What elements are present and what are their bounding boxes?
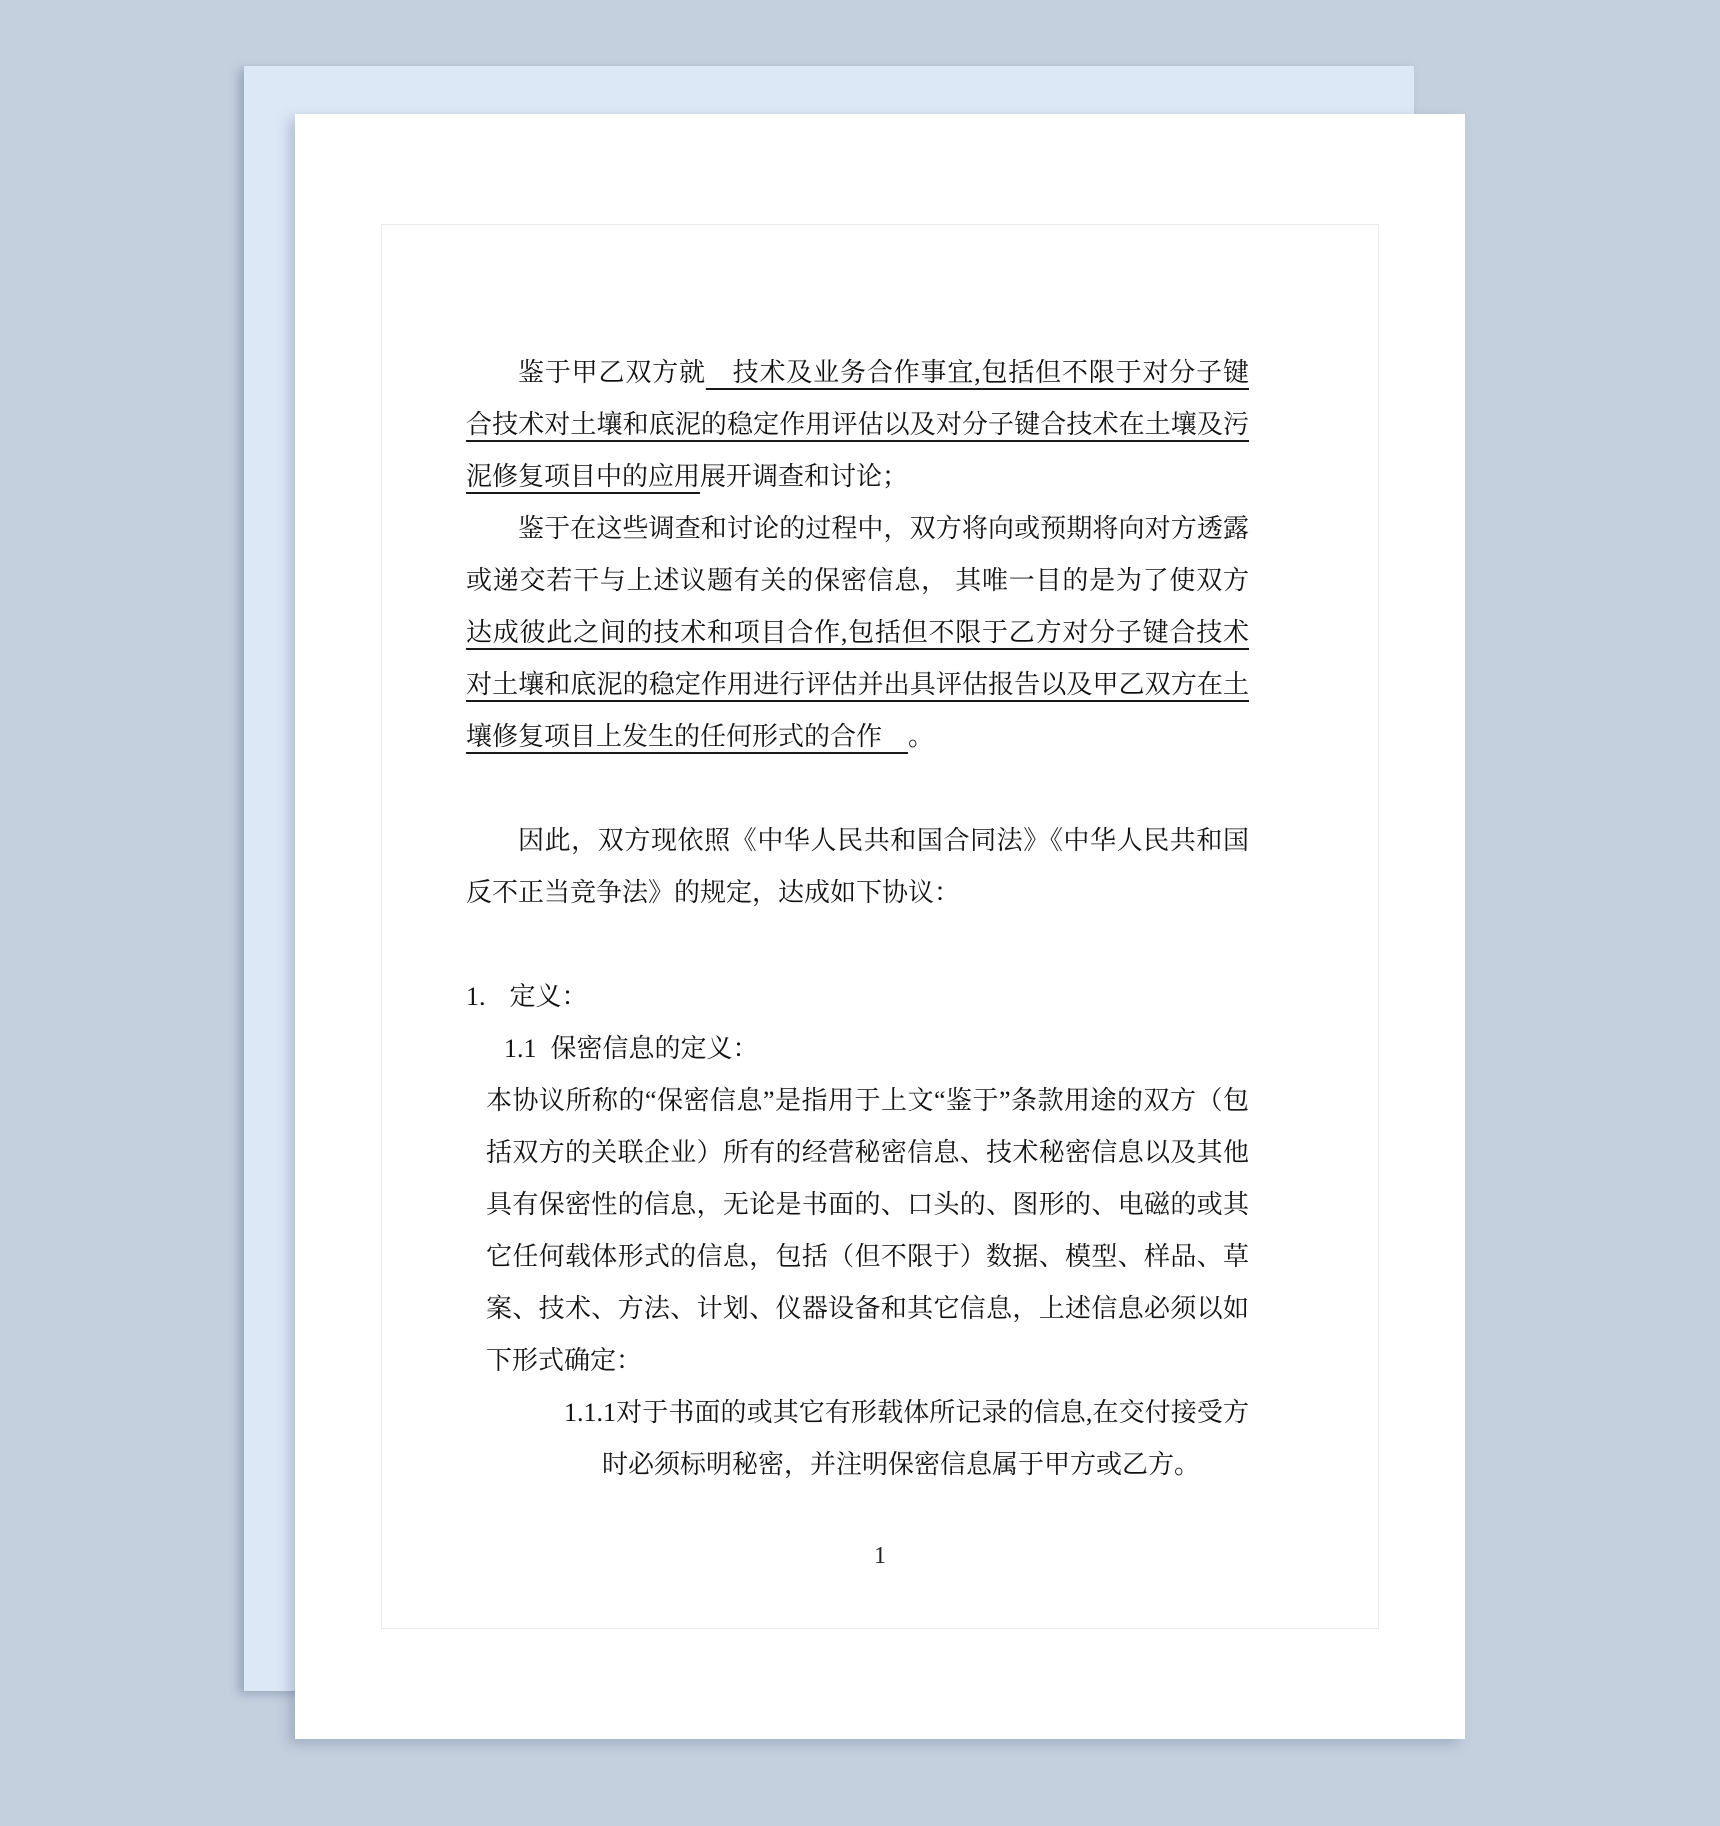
clause-1-1-1-body: 对于书面的或其它有形载体所记录的信息,在交付接受方时必须标明秘密，并注明保密信息属于甲方或乙方。 — [602, 1398, 1249, 1479]
clause-1-1-heading — [504, 1023, 1249, 1075]
therefore-clause: 因此，双方现依照《中华人民共和国合同法》《中华人民共和国反不正当竞争法》的规定，达成如下协议： — [466, 826, 1249, 907]
whereas-clause-1 — [466, 347, 1249, 503]
whereas-clause-2-pre: 鉴于在这些调查和讨论的过程中，双方将向或预期将向对方透露或递交若干与上述议题有关的保密信息， 其唯一目的是为了使双方 — [466, 514, 1249, 595]
clause-1-title: 定义： — [509, 982, 588, 1011]
whereas-clause-1-post: 展开调查和讨论； — [700, 462, 909, 491]
clause-1-heading — [466, 971, 1249, 1023]
blank-line — [466, 763, 1249, 815]
clause-1-number: 1. — [466, 982, 486, 1011]
whereas-clause-1-pre: 鉴于甲乙双方就 — [518, 358, 706, 387]
clause-1-1-number: 1.1 — [504, 1034, 537, 1063]
whereas-clause-2 — [466, 503, 1249, 763]
clause-1-1-1-number: 1.1.1 — [564, 1398, 616, 1427]
whereas-clause-2-underlined: 达成彼此之间的技术和项目合作,包括但不限于乙方对分子键合技术对土壤和底泥的稳定作用进行评估并出具评估报告以及甲乙双方在土壤修复项目上发生的任何形式的合作 — [466, 618, 1249, 751]
clause-1-1-body: 本协议所称的“保密信息”是指用于上文“鉴于”条款用途的双方（包括双方的关联企业）所有的经营秘密信息、技术秘密信息以及其他具有保密性的信息，无论是书面的、口头的、图形的、电磁的或其它任何载体形式的信息，包括（但不限于）数据、模型、样品、草案、技术、方法、计划、仪器设备和其它信息，上述信息必须以如下形式确定： — [486, 1086, 1249, 1375]
clause-1-1-title: 保密信息的定义： — [550, 1034, 759, 1063]
blank-line — [466, 919, 1249, 971]
page-number: 1 — [874, 1543, 886, 1569]
whereas-clause-1-underlined: 技术及业务合作事宜,包括但不限于对分子键合技术对土壤和底泥的稳定作用评估以及对分子键合技术在土壤及污泥修复项目中的应用 — [466, 358, 1249, 491]
clause-1-1-1 — [564, 1387, 1249, 1491]
document-page — [295, 114, 1465, 1739]
document-content — [466, 347, 1249, 1491]
whereas-clause-2-post: 。 — [908, 722, 935, 751]
